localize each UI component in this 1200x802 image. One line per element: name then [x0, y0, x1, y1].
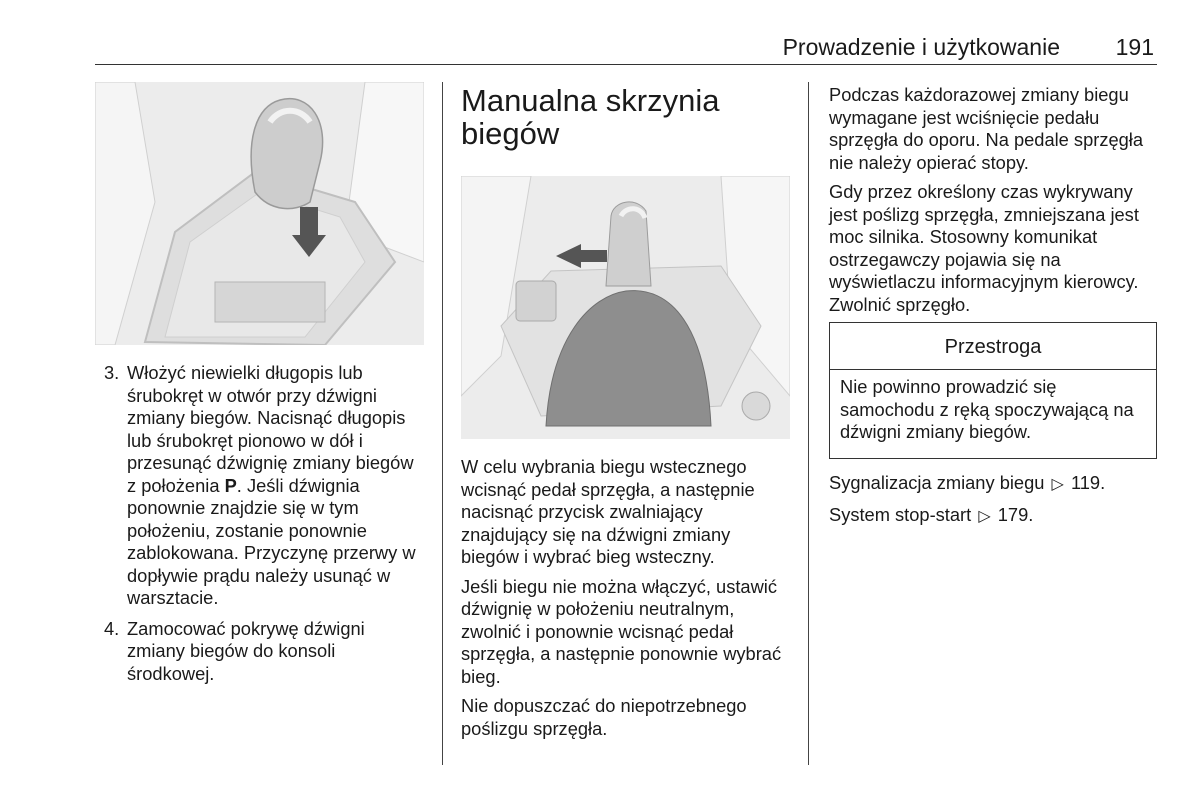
- cross-references: [829, 472, 1159, 535]
- list-item-text-cont: . Jeśli dźwignia ponownie znajdzie się w tym położeniu, zostanie ponownie zablokowana. Przyczynę przerwy w dopływie prądu należy usunąć w warsztacie.: [127, 474, 416, 608]
- xref-page: 179.: [997, 503, 1034, 525]
- arrow-right-icon: ▷: [1051, 476, 1064, 493]
- paragraph: Nie dopuszczać do niepotrzebnego poślizgu sprzęgła.: [461, 695, 747, 739]
- header-rule: [95, 64, 1157, 65]
- page-number: 191: [1115, 34, 1154, 60]
- paragraph: W celu wybrania biegu wstecznego wcisnąć pedał sprzęgła, a następnie nacisnąć przycisk zwalniający znajdujący się na dźwigni zmiany biegów i wybrać bieg wsteczny.: [461, 456, 755, 567]
- paragraph: Jeśli biegu nie można włączyć, ustawić dźwignię w położeniu neutralnym, zwolnić i ponownie wcisnąć pedał sprzęgła, a następnie ponownie wybrać bieg.: [461, 575, 782, 687]
- header-title: Prowadzenie i użytkowanie: [782, 34, 1060, 60]
- list-item-number: 3.: [104, 362, 120, 383]
- list-item: [104, 618, 426, 686]
- list-item: [104, 362, 426, 610]
- xref-text: Sygnalizacja zmiany biegu: [829, 472, 1045, 493]
- paragraph: Gdy przez określony czas wykrywany jest poślizg sprzęgła, zmniejszana jest moc silnika. Stosowny komunikat ostrzegawczy pojawia się na wyświetlaczu informacyjnym kierowcy. Zwolnić sprzęgło.: [829, 181, 1139, 315]
- caution-text: Nie powinno prowadzić się samochodu z ręką spoczywającą na dźwigni zmiany biegów.: [840, 376, 1134, 442]
- instruction-list: [104, 362, 426, 693]
- column-divider-left: [442, 82, 443, 765]
- paragraph: Podczas każdorazowej zmiany biegu wymagane jest wciśnięcie pedału sprzęgła do oporu. Na pedale sprzęgła nie należy opierać stopy.: [829, 84, 1144, 173]
- illustration-manual-gear-lever: [461, 176, 790, 439]
- xref-text: System stop-start: [829, 503, 972, 525]
- xref-page: 119.: [1070, 472, 1106, 493]
- xref-item[interactable]: [829, 472, 1159, 497]
- list-item-text: Włożyć niewielki długopis lub śrubokręt w otwór przy dźwigni zmiany biegów. Nacisnąć długopis lub śrubokręt pionowo w dół i przesunąć dźwignię zmiany biegów z położenia: [127, 362, 414, 496]
- list-item-text: Zamocować pokrywę dźwigni zmiany biegów do konsoli środkowej.: [127, 617, 365, 684]
- column-2-text: [461, 456, 791, 747]
- arrow-right-icon: ▷: [978, 507, 991, 525]
- xref-item[interactable]: [829, 504, 1159, 529]
- caution-title: Przestroga: [830, 323, 1156, 370]
- list-item-number: 4.: [104, 617, 120, 639]
- section-title: Manualna skrzynia biegów: [461, 83, 720, 151]
- column-3-text: [829, 84, 1159, 323]
- illustration-gear-lever-release: [95, 82, 424, 345]
- gear-position-label: P: [224, 474, 237, 496]
- caution-box: [829, 322, 1157, 459]
- column-divider-right: [808, 82, 809, 765]
